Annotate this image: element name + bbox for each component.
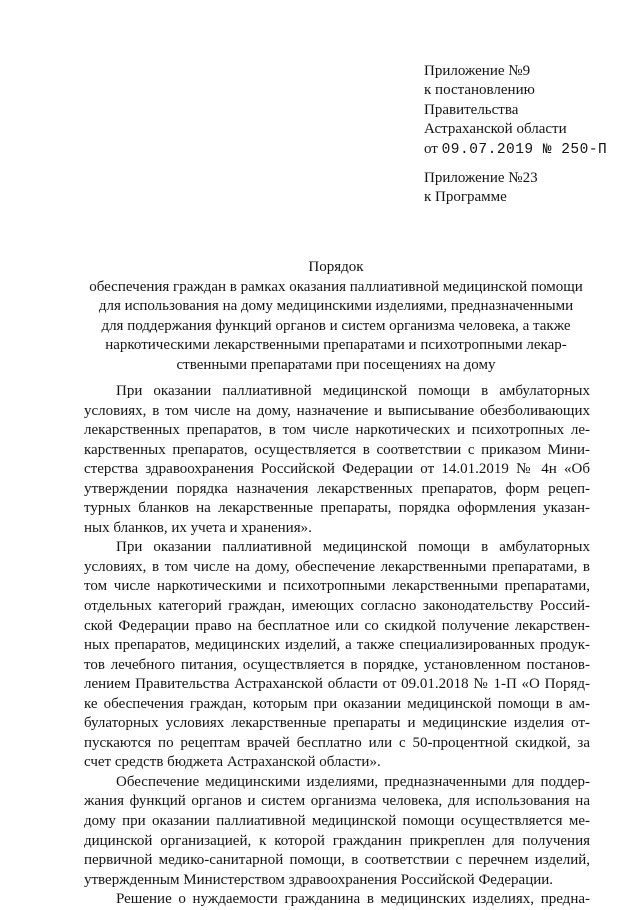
appendix-line: Правительства [424, 101, 519, 118]
resolution-date-number: 09.07.2019 № 250-П [441, 141, 608, 158]
title-heading: Порядок [308, 259, 364, 275]
paragraph-line: дицинской организацией, к которой гражданин прикреплен для получения [84, 832, 590, 849]
appendix-line: к постановлению [424, 82, 535, 99]
paragraph-line: отдельных категорий граждан, имеющих согласно законодательству Россий- [84, 598, 590, 615]
document-title [74, 258, 598, 376]
paragraph-line: При оказании паллиативной медицинской помощи в амбулаторных [116, 383, 590, 399]
paragraph-line: ской Федерации право на бесплатное или со скидкой получение лекарствен- [84, 617, 590, 634]
paragraph-4 [84, 890, 590, 910]
document-body [84, 382, 590, 910]
appendix-line: к Программе [424, 189, 507, 206]
paragraph-3 [84, 773, 590, 890]
paragraph-line: первичной медико-санитарной помощи, в соответствии с перечнем изделий, [84, 852, 590, 869]
paragraph-line: условиях, в том числе на дому, назначение и выписывание обезболивающих [84, 402, 590, 419]
paragraph-2 [84, 538, 590, 773]
paragraph-line: При оказании паллиативной медицинской помощи в амбулаторных [116, 539, 590, 556]
paragraph-line: ке обеспечения граждан, которым при оказании медицинской помощи в ам- [84, 695, 590, 712]
paragraph-line: дому при оказании паллиативной медицинской помощи осуществляется ме- [84, 813, 590, 830]
paragraph-line: лением Правительства Астраханской области от 09.01.2018 № 1-П «О Поряд- [84, 676, 590, 693]
title-line: обеспечения граждан в рамках оказания паллиативной медицинской помощи [89, 278, 583, 295]
paragraph-line: ных бланков, их учета и хранения». [84, 519, 312, 536]
paragraph-line: булаторных условиях лекарственные препараты и медицинские изделия от- [84, 715, 590, 732]
title-line: для использования на дому медицинскими изделиями, предназначенными [98, 298, 574, 315]
paragraph-line: утверждении порядка назначения лекарственных препаратов, форм рецеп- [84, 480, 590, 497]
appendix-9-header [424, 62, 634, 160]
paragraph-line: жания функций органов и систем организма человека, для использования на [84, 793, 590, 810]
appendix-line: Приложение №9 [424, 63, 531, 79]
title-line: для поддержания функций органов и систем организма человека, а также [101, 317, 571, 334]
date-prefix: от [424, 140, 438, 157]
appendix-line: Астраханской области [424, 121, 567, 138]
paragraph-line: тов лечебного питания, осуществляется в порядке, установленном постанов- [84, 656, 590, 673]
paragraph-line: условиях, в том числе на дому, обеспечение лекарственными препаратами, в [84, 558, 590, 575]
appendix-23-header [424, 169, 634, 208]
paragraph-line: лекарственных препаратов, в том числе наркотических и психотропных ле- [84, 422, 590, 439]
paragraph-line: Решение о нуждаемости гражданина в медицинских изделиях, предна- [116, 891, 590, 908]
paragraph-line: утвержденным Министерством здравоохранения Российской Федерации. [84, 871, 554, 888]
paragraph-line: ных препаратов, медицинских изделий, а также специализированных продук- [84, 637, 590, 654]
title-line: ственными препаратами при посещениях на дому [176, 356, 496, 373]
title-line: наркотическими лекарственными препаратами и психотропными лекар- [105, 337, 567, 354]
paragraph-line: том числе наркотическими и психотропными лекарственными препаратами, [84, 578, 590, 595]
paragraph-line: пускаются по рецептам врачей бесплатно или с 50-процентной скидкой, за [84, 734, 590, 751]
appendix-line: Приложение №23 [424, 170, 538, 186]
appendix-date-line [424, 140, 634, 160]
paragraph-1 [84, 382, 590, 538]
paragraph-line: Обеспечение медицинскими изделиями, предназначенными для поддер- [116, 773, 590, 790]
paragraph-line: турных бланков на лекарственные препараты, порядка оформления указан- [84, 500, 590, 517]
paragraph-line: карственных препаратов, осуществляется в соответствии с приказом Мини- [84, 441, 590, 458]
paragraph-line: счет средств бюджета Астраханской области». [84, 754, 381, 771]
paragraph-line: стерства здравоохранения Российской Федерации от 14.01.2019 № 4н «Об [84, 461, 590, 478]
